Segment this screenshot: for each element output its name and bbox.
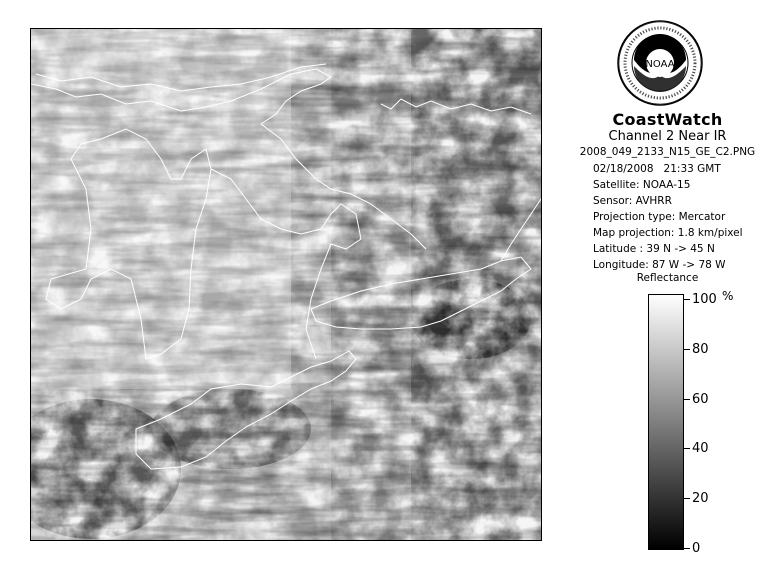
scale-tick-label: 0: [692, 541, 701, 556]
filename-label: 2008_049_2133_N15_GE_C2.PNG: [579, 146, 756, 158]
scale-tick: [684, 349, 690, 350]
satellite-map: [30, 28, 542, 541]
scale-tick: [684, 448, 690, 449]
scale-title: Reflectance: [636, 272, 699, 284]
app-title: CoastWatch: [612, 110, 723, 129]
satellite-image: [31, 29, 541, 540]
channel-label: Channel 2 Near IR: [608, 129, 727, 144]
scale-unit: %: [722, 289, 734, 303]
date-value: 02/18/2008: [593, 163, 654, 175]
map-projection-label: Map projection: 1.8 km/pixel: [593, 227, 743, 239]
reflectance-color-bar: [648, 294, 684, 550]
longitude-label: Longitude: 87 W -> 78 W: [593, 259, 726, 271]
scale-tick-label: 20: [692, 491, 709, 506]
satellite-label: Satellite: NOAA-15: [593, 179, 691, 191]
sensor-label: Sensor: AVHRR: [593, 195, 672, 207]
noaa-logo: [617, 20, 703, 106]
scale-tick-label: 100: [692, 292, 717, 307]
scale-tick: [684, 498, 690, 499]
scale-tick-label: 80: [692, 342, 709, 357]
logo-text: NOAA: [645, 59, 675, 70]
time-value: 21:33 GMT: [663, 163, 721, 175]
datetime-label: [593, 163, 721, 175]
scale-tick: [684, 399, 690, 400]
projection-type-label: Projection type: Mercator: [593, 211, 726, 223]
scale-tick: [684, 548, 690, 549]
latitude-label: Latitude : 39 N -> 45 N: [593, 243, 715, 255]
scale-tick: [684, 299, 690, 300]
scale-tick-label: 60: [692, 392, 709, 407]
scale-tick-label: 40: [692, 441, 709, 456]
